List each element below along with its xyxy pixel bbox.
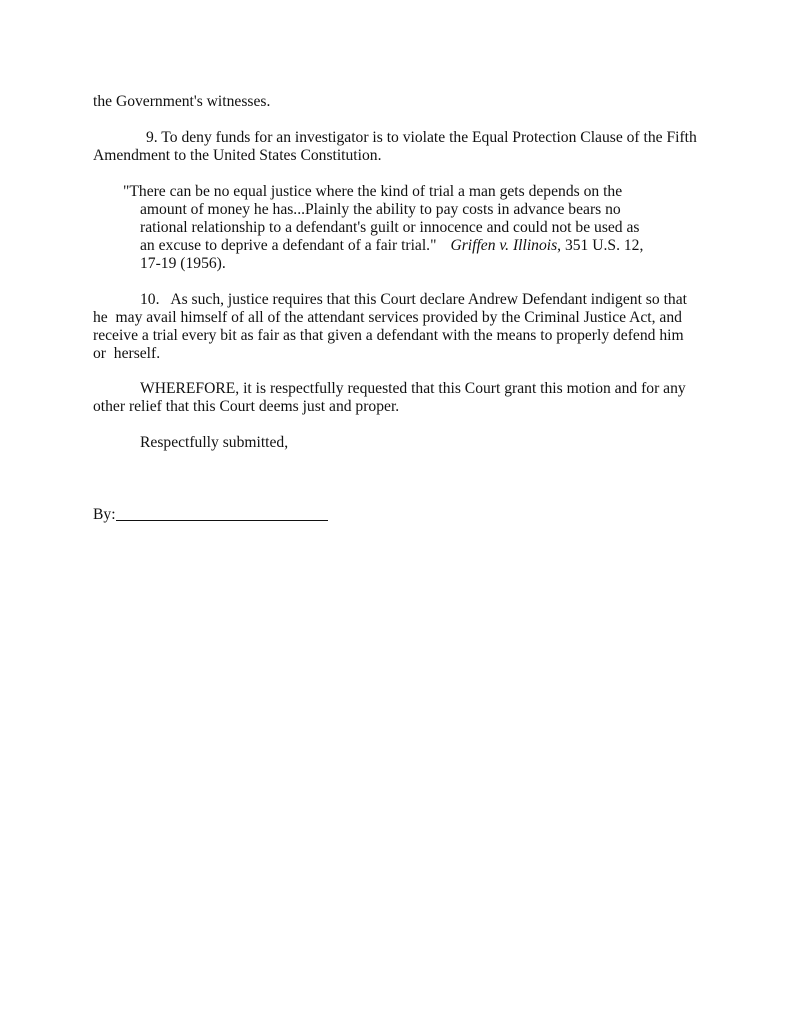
quote-line-4: [140, 237, 643, 255]
signature-line: [116, 520, 328, 521]
case-citation: , 351 U.S. 12,: [557, 237, 644, 254]
paragraph-10-line-3: receive a trial every bit as fair as that given a defendant with the means to properly defend him: [93, 327, 684, 344]
wherefore-line-1: WHEREFORE, it is respectfully requested that this Court grant this motion and for any: [140, 380, 686, 397]
quote-line-1: "There can be no equal justice where the kind of trial a man gets depends on the: [123, 183, 623, 200]
paragraph-10-line-1: 10. As such, justice requires that this Court declare Andrew Defendant indigent so that: [140, 291, 687, 308]
signature-label: By:: [93, 506, 116, 523]
quote-line-2: amount of money he has...Plainly the ability to pay costs in advance bears no: [140, 201, 621, 218]
paragraph-10-line-2: he may avail himself of all of the attendant services provided by the Criminal Justice Act, and: [93, 309, 682, 326]
quote-line-4-text: an excuse to deprive a defendant of a fair trial.": [140, 237, 437, 254]
wherefore-line-2: other relief that this Court deems just and proper.: [93, 398, 400, 415]
continuation-text: the Government's witnesses.: [93, 93, 271, 110]
case-name: Griffen v. Illinois: [450, 237, 558, 254]
paragraph-10-line-4: or herself.: [93, 345, 161, 362]
quote-line-3: rational relationship to a defendant's guilt or innocence and could not be used as: [140, 219, 640, 236]
paragraph-9-line-1: 9. To deny funds for an investigator is to violate the Equal Protection Clause of the Fifth: [146, 129, 697, 146]
closing-text: Respectfully submitted,: [140, 434, 289, 451]
quote-line-5: 17-19 (1956).: [140, 255, 226, 272]
paragraph-9-line-2: Amendment to the United States Constitution.: [93, 147, 382, 164]
